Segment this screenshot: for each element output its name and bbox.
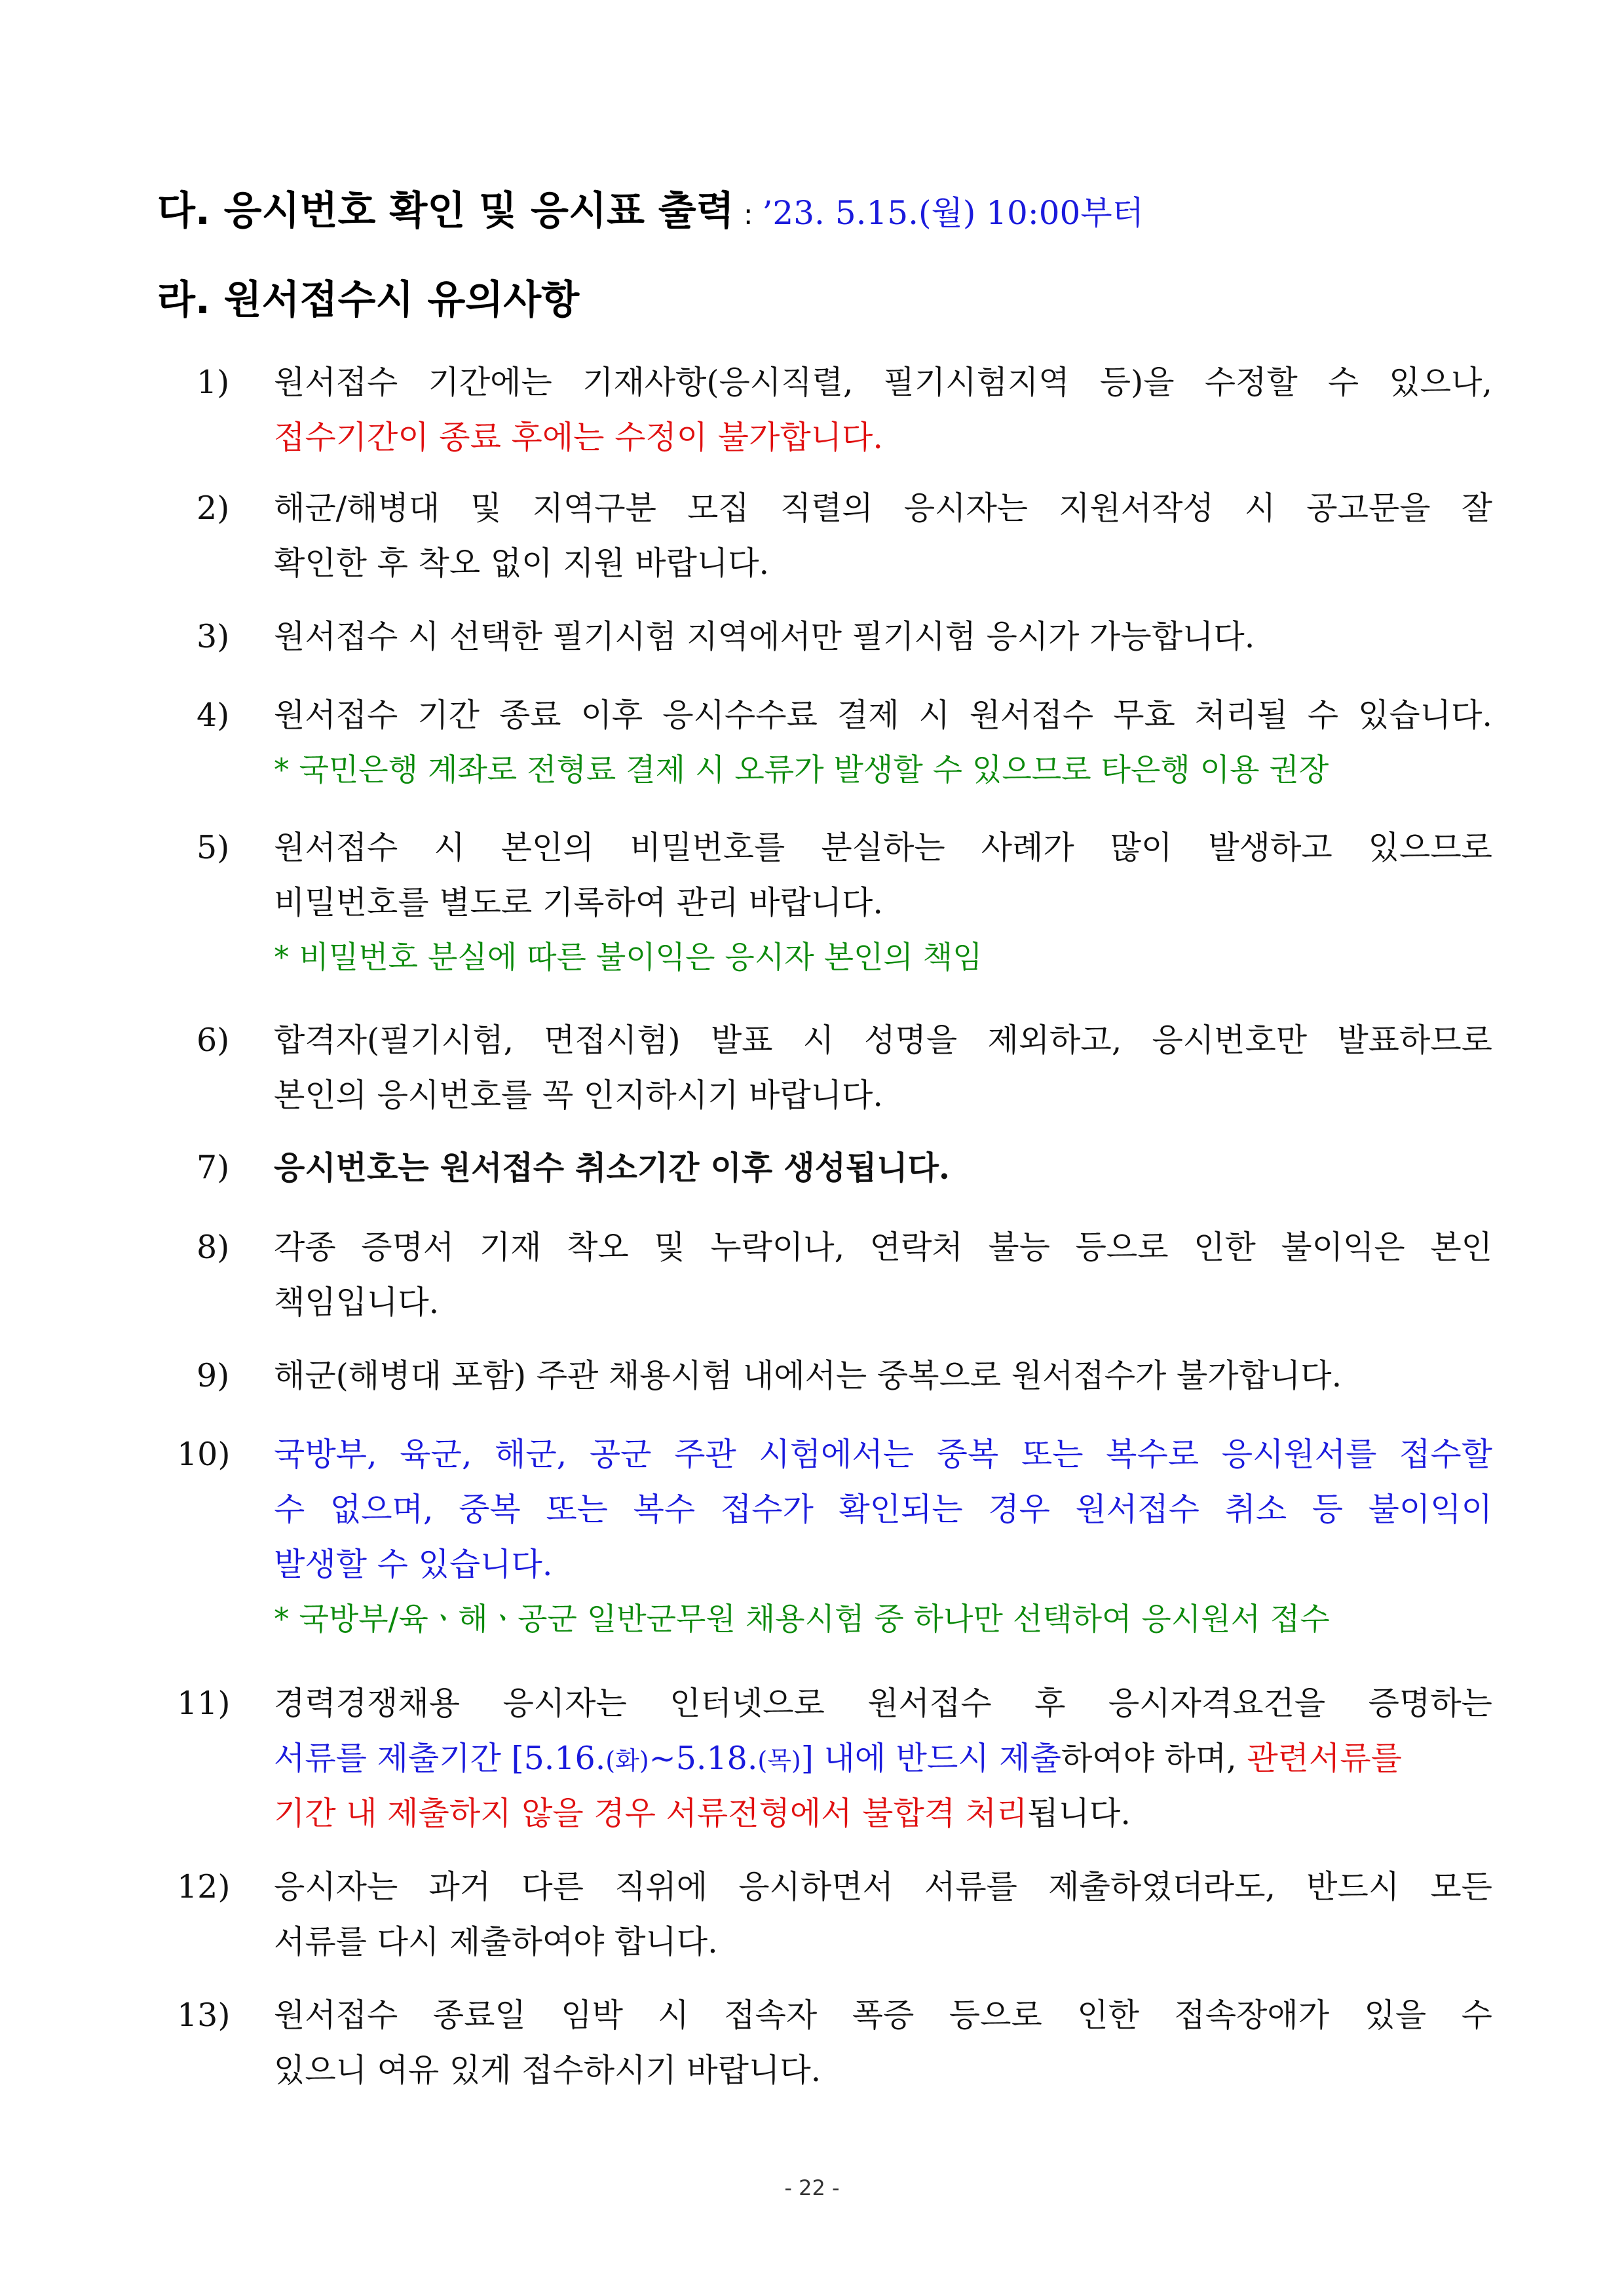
weekday-tue: (화) <box>605 1746 649 1775</box>
item-note: * 국민은행 계좌로 전형료 결제 시 오류가 발생할 수 있으므로 타은행 이용 권장 <box>274 752 1329 788</box>
section-heading-da <box>157 188 1144 234</box>
item-number: 5) <box>197 829 230 866</box>
item-text-warning: 접수기간이 종료 후에는 수정이 불가합니다. <box>274 419 883 456</box>
item-text: 하여야 하며, <box>1061 1740 1247 1777</box>
item-text: 비밀번호를 별도로 기록하여 관리 바랍니다. <box>274 884 883 921</box>
submission-deadline-text: ] 내에 반드시 제출 <box>801 1740 1061 1777</box>
item-text: 해군(해병대 포함) 주관 채용시험 내에서는 중복으로 원서접수가 불가합니다. <box>274 1357 1342 1394</box>
item-text-warning: 기간 내 제출하지 않을 경우 서류전형에서 불합격 처리 <box>274 1795 1028 1832</box>
item-text: 본인의 응시번호를 꼭 인지하시기 바랍니다. <box>274 1077 883 1114</box>
item-number: 6) <box>197 1022 230 1059</box>
item-text-highlight: 수 없으며, 중복 또는 복수 접수가 확인되는 경우 원서접수 취소 등 불이익이 <box>274 1491 1492 1528</box>
section-heading-ra <box>157 277 580 323</box>
item-text-mixed <box>274 1731 1492 1786</box>
section-da-date: ’23. 5.15.(월) 10:00부터 <box>762 194 1144 232</box>
item-text: 원서접수 시 선택한 필기시험 지역에서만 필기시험 응시가 가능합니다. <box>274 618 1255 655</box>
item-text: 원서접수 기간 종료 이후 응시수수료 결제 시 원서접수 무효 처리될 수 있습니다. <box>274 697 1492 734</box>
item-number: 13) <box>177 1997 231 2034</box>
item-text-warning: 관련서류를 <box>1247 1740 1403 1777</box>
item-text: 확인한 후 착오 없이 지원 바랍니다. <box>274 545 770 582</box>
item-text-mixed <box>274 1786 1492 1841</box>
item-text: 합격자(필기시험, 면접시험) 발표 시 성명을 제외하고, 응시번호만 발표하므로 <box>274 1022 1492 1059</box>
item-number: 4) <box>197 697 230 734</box>
item-number: 2) <box>197 489 230 527</box>
page-number: - 22 - <box>784 2175 840 2200</box>
submission-period-text: 서류를 제출기간 [5.16. <box>274 1740 606 1777</box>
section-ra-title: 라. 원서접수시 유의사항 <box>157 277 580 323</box>
weekday-thu: (목) <box>757 1746 801 1775</box>
item-text: 됩니다. <box>1027 1795 1131 1832</box>
item-note: * 비밀번호 분실에 따른 불이익은 응시자 본인의 책임 <box>274 940 983 976</box>
item-text: 응시자는 과거 다른 직위에 응시하면서 서류를 제출하였더라도, 반드시 모든 <box>274 1868 1492 1905</box>
section-da-title: 다. 응시번호 확인 및 응시표 출력 <box>157 188 734 234</box>
item-text: 각종 증명서 기재 착오 및 누락이나, 연락처 불능 등으로 인한 불이익은 본인 <box>274 1229 1492 1266</box>
item-text-emphasis: 응시번호는 원서접수 취소기간 이후 생성됩니다. <box>274 1149 950 1187</box>
item-number: 8) <box>197 1229 230 1266</box>
item-text-highlight: 발생할 수 있습니다. <box>274 1546 553 1583</box>
item-number: 7) <box>197 1149 230 1186</box>
item-number: 9) <box>197 1357 230 1394</box>
item-text: 해군/해병대 및 지역구분 모집 직렬의 응시자는 지원서작성 시 공고문을 잘 <box>274 489 1492 527</box>
item-text: 경력경쟁채용 응시자는 인터넷으로 원서접수 후 응시자격요건을 증명하는 <box>274 1685 1492 1722</box>
item-text: 서류를 다시 제출하여야 합니다. <box>274 1923 718 1961</box>
item-text: 책임입니다. <box>274 1284 440 1321</box>
item-text: 원서접수 기간에는 기재사항(응시직렬, 필기시험지역 등)을 수정할 수 있으나, <box>274 364 1492 401</box>
item-note: * 국방부/육ㆍ해ㆍ공군 일반군무원 채용시험 중 하나만 선택하여 응시원서 접수 <box>274 1601 1330 1637</box>
item-text-highlight: 국방부, 육군, 해군, 공군 주관 시험에서는 중복 또는 복수로 응시원서를 접수할 <box>274 1436 1492 1473</box>
item-number: 10) <box>177 1436 231 1473</box>
item-text: 원서접수 종료일 임박 시 접속자 폭증 등으로 인한 접속장애가 있을 수 <box>274 1997 1492 2034</box>
item-number: 1) <box>197 364 230 401</box>
section-da-colon: : <box>734 198 763 231</box>
item-number: 3) <box>197 618 230 655</box>
item-number: 12) <box>177 1868 231 1905</box>
submission-period-end: ~5.18. <box>649 1740 758 1777</box>
item-number: 11) <box>177 1685 231 1722</box>
item-text: 원서접수 시 본인의 비밀번호를 분실하는 사례가 많이 발생하고 있으므로 <box>274 829 1492 866</box>
item-text: 있으니 여유 있게 접수하시기 바랍니다. <box>274 2052 821 2089</box>
